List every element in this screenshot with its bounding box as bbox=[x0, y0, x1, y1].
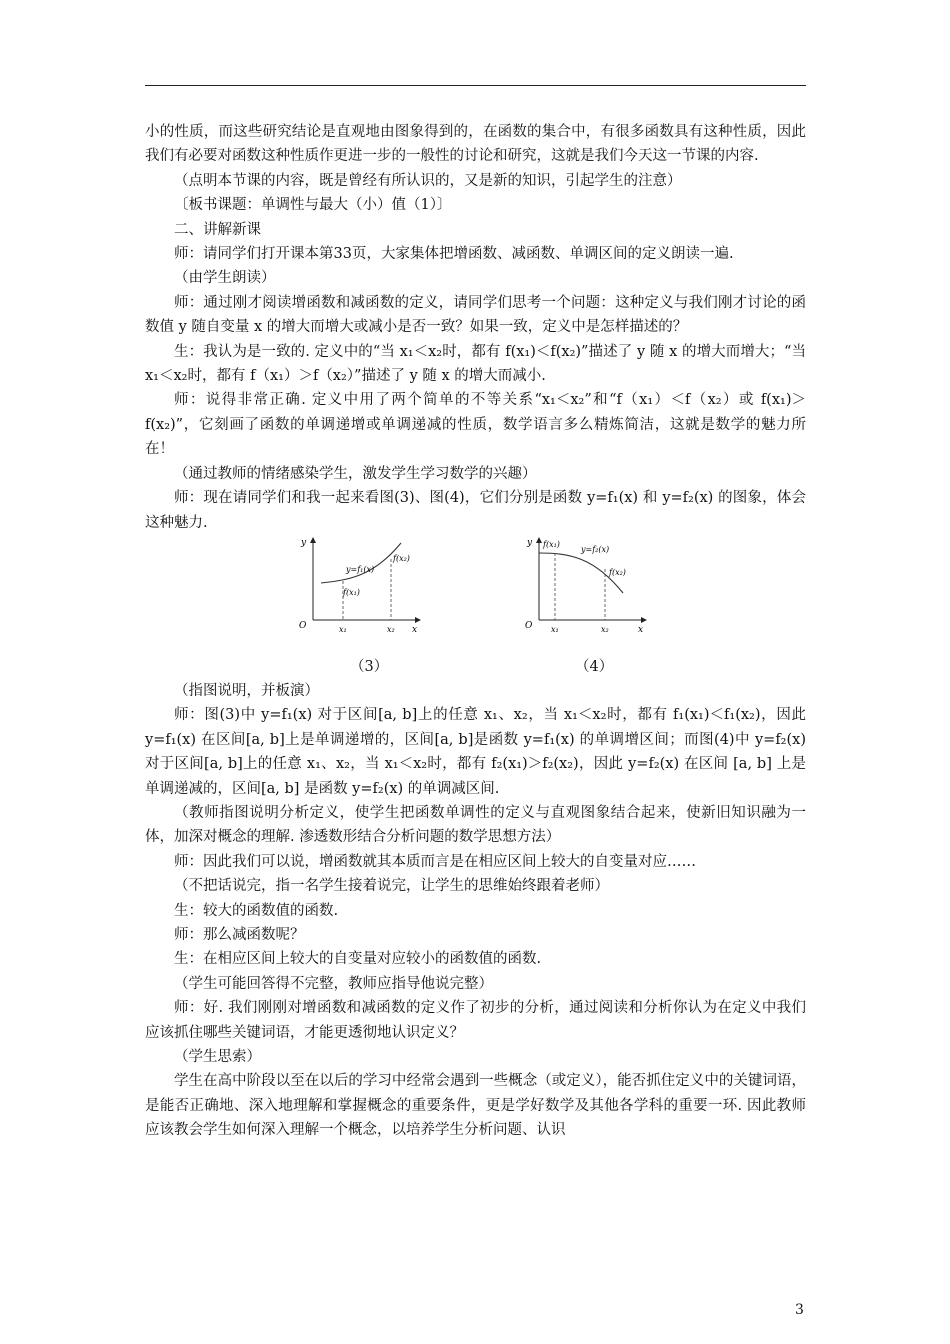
axis-y-label: y bbox=[527, 537, 533, 548]
paragraph: 小的性质，而这些研究结论是直观地由图象得到的，在函数的集合中，有很多函数具有这种性质，因此我们有必要对函数这种性质作更进一步的一般性的讨论和研究，这就是我们今天这一节课的内容. bbox=[145, 124, 806, 165]
paragraph: 师：图(3)中 y=f₁(x) 对于区间[a, b]上的任意 x₁、x₂，当 x₁＜x₂时，都有 f₁(x₁)＜f₁(x₂)，因此 y=f₁(x) 在区间[a, b]上是单调递增的，区间[a, b]是函数 y=f₁(x) 的单调增区间；而图(4)中 y=f₂(x) 对于区间[a, b]上的任意 x₁、x₂，当 x₁＜x₂时，都有 f₂(x₁)＞f₂(x₂)，因此 y=f₂(x) 在区间 [a, b] 上是单调递减的，区间[a, b] 是函数 y=f₂(x) 的单调减区间. bbox=[145, 707, 806, 797]
function-label: y=f₂(x) bbox=[581, 544, 610, 554]
tick-x2: x₂ bbox=[601, 624, 609, 634]
paragraph: 生：在相应区间上较大的自变量对应较小的函数值的函数. bbox=[174, 951, 542, 968]
paragraph: 师：现在请同学们和我一起来看图(3)、图(4)，它们分别是函数 y=f₁(x) 和 y=f₂(x) 的图象，体会这种魅力. bbox=[145, 490, 806, 531]
axis-y-label: y bbox=[301, 537, 307, 548]
paragraph: （由学生朗读） bbox=[174, 270, 276, 287]
paragraph: （点明本节课的内容，既是曾经有所认识的，又是新的知识，引起学生的注意） bbox=[174, 172, 682, 189]
axis-x-label: x bbox=[412, 624, 418, 635]
point-label-fx2: f(x₂) bbox=[393, 553, 410, 563]
paragraph: （学生思索） bbox=[174, 1049, 261, 1065]
paragraph: 师：好. 我们刚刚对增函数和减函数的定义作了初步的分析，通过阅读和分析你认为在定义中我们应该抓住哪些关键词语，才能更透彻地认识定义？ bbox=[145, 1000, 806, 1041]
paragraph: 生：较大的函数值的函数. bbox=[174, 902, 339, 919]
paragraph: （指图说明，并板演） bbox=[174, 682, 319, 699]
paragraph: 师：说得非常正确. 定义中用了两个简单的不等关系“x₁＜x₂”和“f（x₁）＜f（x₂）或 f(x₁)＞f(x₂)”，它刻画了函数的单调递增或单调递减的性质，数学语言多么精炼简洁，这就是数学的魅力所在！ bbox=[145, 392, 806, 458]
figures-row bbox=[145, 535, 806, 655]
point-label-fx1: f(x₁) bbox=[543, 539, 560, 549]
paragraph: 学生在高中阶段以至在以后的学习中经常会遇到一些概念（或定义），能否抓住定义中的关键词语，是能否正确地、深入地理解和掌握概念的重要条件，更是学好数学及其他各学科的重要一环. 因此教师应该教会学生如何深入理解一个概念，以培养学生分析问题、认识 bbox=[145, 1073, 806, 1139]
function-label: y=f₁(x) bbox=[346, 564, 375, 574]
figure-4 bbox=[519, 535, 649, 635]
axis-x-label: x bbox=[638, 624, 644, 635]
header-rule bbox=[145, 85, 806, 86]
paragraph: 〔板书课题：单调性与最大（小）值（1）〕 bbox=[174, 197, 452, 214]
paragraph: （通过教师的情绪感染学生，激发学生学习数学的兴趣） bbox=[174, 465, 537, 482]
paragraph: 师：通过刚才阅读增函数和减函数的定义，请同学们思考一个问题：这种定义与我们刚才讨论的函数值 y 随自变量 x 的增大而增大或减小是否一致？如果一致，定义中是怎样描述的？ bbox=[145, 294, 806, 336]
point-label-fx2: f(x₂) bbox=[609, 567, 626, 577]
paragraph: 生：我认为是一致的. 定义中的“当 x₁＜x₂时，都有 f(x₁)＜f(x₂)”描述了 y 随 x 的增大而增大；“当 x₁＜x₂时，都有 f（x₁）＞f（x₂）”描述了 y 随 x 的增大而减小. bbox=[145, 343, 806, 385]
paragraph: 师：那么减函数呢？ bbox=[174, 926, 305, 943]
origin-label: O bbox=[525, 620, 533, 631]
tick-x2: x₂ bbox=[387, 624, 395, 634]
body-text bbox=[145, 120, 806, 1143]
caption-3: （3） bbox=[350, 658, 389, 675]
figure-3 bbox=[293, 535, 423, 635]
paragraph: 师：请同学们打开课本第33页，大家集体把增函数、减函数、单调区间的定义朗读一遍. bbox=[174, 246, 734, 263]
origin-label: O bbox=[299, 620, 307, 631]
page-number: 3 bbox=[795, 1302, 804, 1318]
figure-captions bbox=[145, 655, 806, 679]
paragraph: （教师指图说明分析定义，使学生把函数单调性的定义与直观图象结合起来，使新旧知识融为一体，加深对概念的理解. 渗透数形结合分析问题的数学思想方法） bbox=[145, 804, 806, 846]
paragraph: （学生可能回答得不完整，教师应指导他说完整） bbox=[174, 975, 493, 992]
section-heading: 二、讲解新课 bbox=[174, 221, 261, 238]
tick-x1: x₁ bbox=[551, 624, 559, 634]
paragraph: （不把话说完，指一名学生接着说完，让学生的思维始终跟着老师） bbox=[174, 878, 609, 895]
paragraph: 师：因此我们可以说，增函数就其本质而言是在相应区间上较大的自变量对应…… bbox=[174, 853, 696, 870]
tick-x1: x₁ bbox=[339, 624, 347, 634]
curve-f1 bbox=[321, 543, 401, 583]
caption-4: （4） bbox=[575, 658, 614, 675]
point-label-fx1: f(x₁) bbox=[343, 587, 360, 597]
